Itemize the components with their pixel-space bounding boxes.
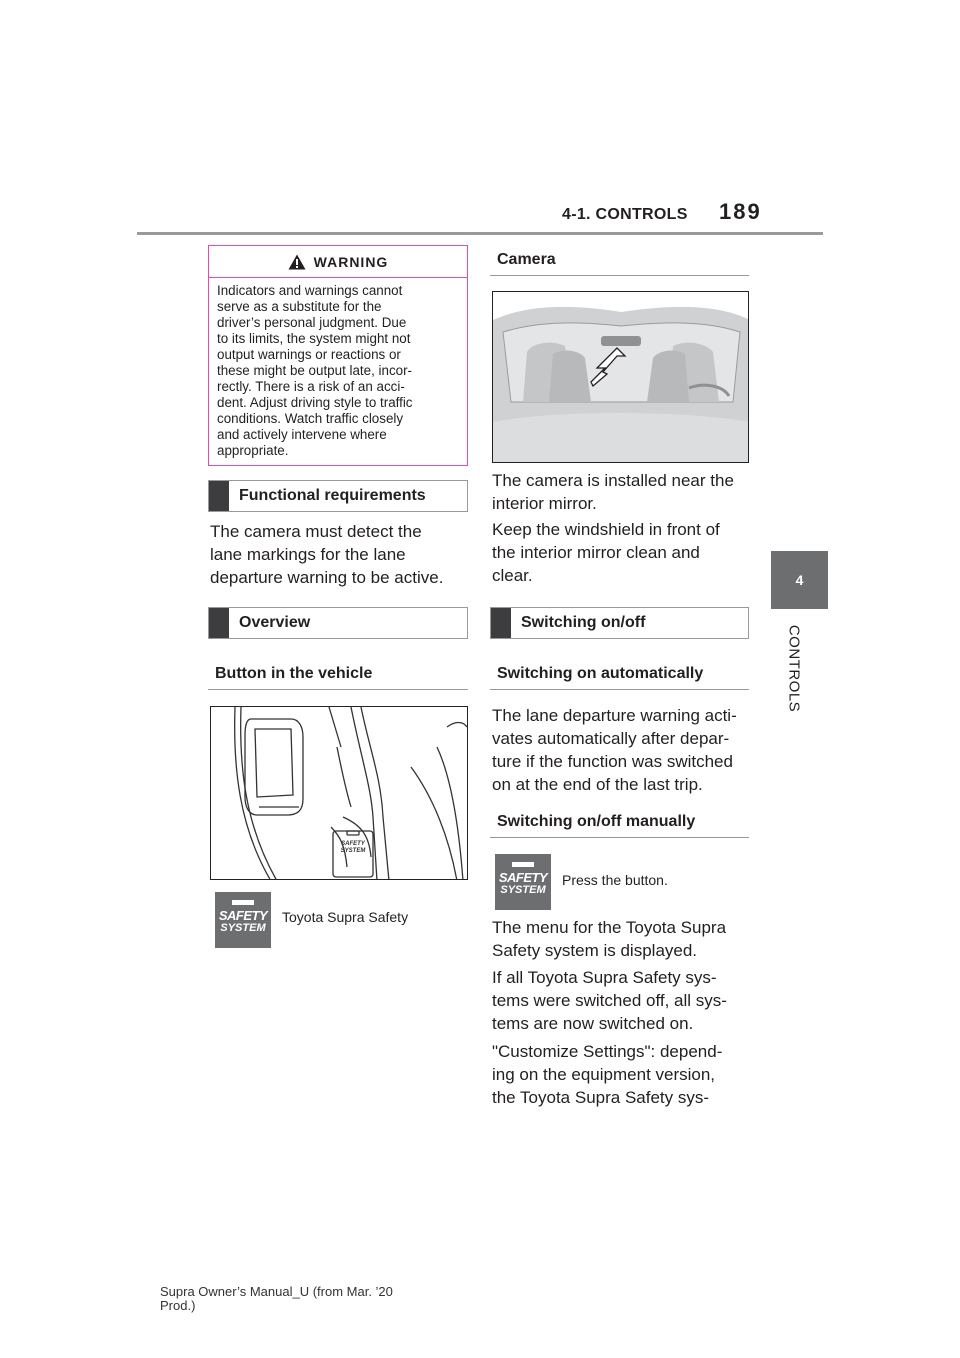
camera-illustration bbox=[492, 291, 749, 463]
section-title: 4-1. CONTROLS bbox=[562, 206, 688, 223]
warning-triangle-icon bbox=[288, 254, 306, 270]
heading-text: Overview bbox=[239, 614, 311, 631]
warning-line: output warnings or reactions or bbox=[217, 347, 401, 362]
text-line: clear. bbox=[492, 566, 533, 585]
functional-requirements-text bbox=[210, 520, 470, 589]
text-line: The camera is installed near the bbox=[492, 471, 734, 490]
customize-text bbox=[492, 1040, 754, 1109]
warning-line: these might be output late, incor- bbox=[217, 363, 413, 378]
text-line: ture if the function was switched bbox=[492, 752, 733, 771]
footer-line: Supra Owner’s Manual_U (from Mar. ’20 bbox=[160, 1284, 393, 1299]
auto-text bbox=[492, 704, 754, 796]
text-line: the interior mirror clean and bbox=[492, 543, 700, 562]
subheading-text: Camera bbox=[497, 250, 556, 268]
warning-line: serve as a substitute for the bbox=[217, 299, 382, 314]
warning-line: dent. Adjust driving style to traffic bbox=[217, 395, 413, 410]
camera-text-2 bbox=[492, 518, 754, 587]
subheading-text: Switching on automatically bbox=[497, 664, 704, 682]
heading-bar bbox=[491, 608, 511, 638]
warning-line: conditions. Watch traffic closely bbox=[217, 411, 404, 426]
warning-line: rectly. There is a risk of an acci- bbox=[217, 379, 405, 394]
all-on-text bbox=[492, 966, 754, 1035]
button-caption: Toyota Supra Safety bbox=[282, 909, 409, 925]
switching-heading bbox=[490, 607, 749, 639]
warning-line: to its limits, the system might not bbox=[217, 331, 411, 346]
text-line: the Toyota Supra Safety sys- bbox=[492, 1088, 710, 1107]
text-line: interior mirror. bbox=[492, 494, 597, 513]
text-line: If all Toyota Supra Safety sys- bbox=[492, 968, 717, 987]
footer bbox=[160, 1285, 393, 1313]
warning-header bbox=[209, 246, 467, 278]
badge-line: SYSTEM bbox=[220, 922, 266, 934]
page-number: 189 bbox=[719, 199, 762, 224]
badge-line: SAFETY bbox=[218, 908, 268, 923]
text-line: departure warning to be active. bbox=[210, 568, 444, 587]
functional-requirements-heading bbox=[208, 480, 468, 512]
console-button-label bbox=[338, 841, 368, 855]
safety-system-button-icon bbox=[495, 854, 551, 910]
warning-line: driver’s personal judgment. Due bbox=[217, 315, 407, 330]
text-line: Keep the windshield in front of bbox=[492, 520, 720, 539]
interior-mirror-camera-image bbox=[493, 292, 749, 463]
header-rule bbox=[137, 232, 823, 235]
text-line: The camera must detect the bbox=[210, 522, 422, 541]
button-heading bbox=[208, 658, 468, 690]
auto-heading bbox=[490, 658, 749, 690]
text-line: The lane departure warning acti- bbox=[492, 706, 737, 725]
text-line: on at the end of the last trip. bbox=[492, 775, 703, 794]
text-line: lane markings for the lane bbox=[210, 545, 406, 564]
text-line: ing on the equipment version, bbox=[492, 1065, 716, 1084]
heading-text: Switching on/off bbox=[521, 614, 646, 631]
text-line: "Customize Settings": depend- bbox=[492, 1042, 723, 1061]
footer-line: Prod.) bbox=[160, 1298, 196, 1313]
warning-line: appropriate. bbox=[217, 443, 289, 458]
chapter-label bbox=[773, 620, 803, 720]
heading-text: Functional requirements bbox=[239, 487, 426, 504]
badge-line: SAFETY bbox=[498, 870, 548, 885]
heading-bar bbox=[209, 481, 229, 511]
chapter-label-text: CONTROLS bbox=[785, 624, 803, 713]
console-illustration bbox=[210, 706, 468, 880]
subheading-text: Switching on/off manually bbox=[497, 812, 696, 830]
heading-bar bbox=[209, 608, 229, 638]
overview-heading bbox=[208, 607, 468, 639]
text-line: tems are now switched on. bbox=[492, 1014, 694, 1033]
manual-heading bbox=[490, 806, 749, 838]
text-line: Safety system is displayed. bbox=[492, 941, 698, 960]
console-label-line: SAFETY bbox=[341, 841, 365, 847]
chapter-tab: 4 bbox=[771, 551, 828, 609]
warning-box bbox=[208, 245, 468, 466]
safety-system-button-icon bbox=[215, 892, 271, 948]
menu-text bbox=[492, 916, 754, 962]
text-line: vates automatically after depar- bbox=[492, 729, 730, 748]
camera-heading bbox=[490, 244, 749, 276]
warning-text bbox=[209, 278, 467, 459]
console-label-line: SYSTEM bbox=[340, 848, 366, 854]
warning-line: Indicators and warnings cannot bbox=[217, 283, 403, 298]
subheading-text: Button in the vehicle bbox=[215, 664, 373, 682]
badge-line: SYSTEM bbox=[500, 884, 546, 896]
button-indicator bbox=[232, 900, 254, 905]
text-line: tems were switched off, all sys- bbox=[492, 991, 727, 1010]
warning-line: and actively intervene where bbox=[217, 427, 387, 442]
warning-title: WARNING bbox=[313, 253, 389, 270]
text-line: The menu for the Toyota Supra bbox=[492, 918, 727, 937]
button-indicator bbox=[512, 862, 534, 867]
camera-text-1 bbox=[492, 469, 754, 515]
press-caption: Press the button. bbox=[562, 872, 668, 888]
